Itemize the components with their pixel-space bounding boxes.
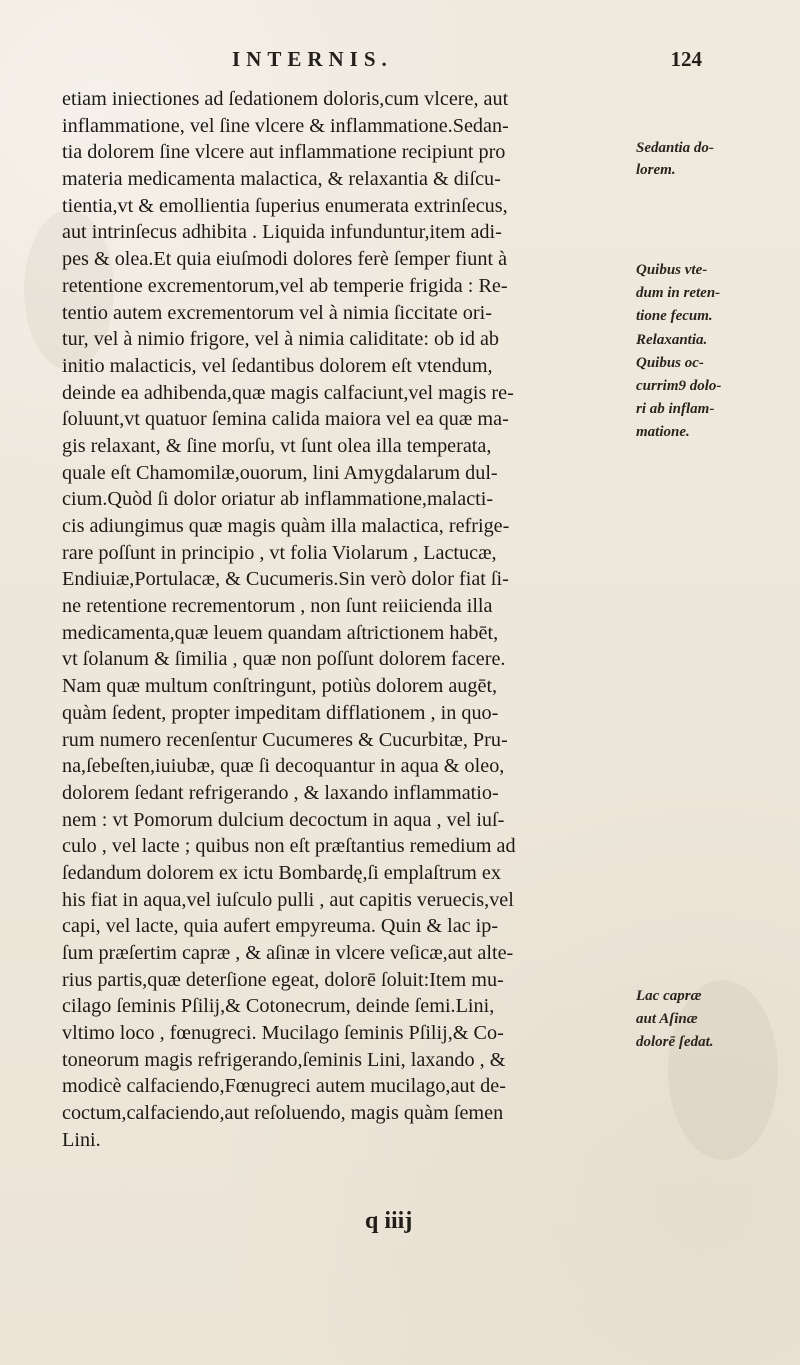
text-line: tia dolorem ſine vlcere aut inflammatione recipiunt pro	[62, 141, 506, 164]
text-line: coctum,calfaciendo,aut reſoluendo, magis quàm ſemen	[62, 1102, 504, 1125]
text-line: rum numero recenſentur Cucumeres & Cucurbitæ, Pru-	[62, 728, 508, 751]
text-line: vltimo loco , fœnugreci. Mucilago ſeminis Pſilij,& Co-	[62, 1022, 504, 1045]
text-line: initio malacticis, vel ſedantibus dolorem eſt vtendum,	[62, 354, 493, 377]
text-line: rius partis,quæ deterſione egeat, dolorē ſoluit:Item mu-	[62, 968, 504, 991]
margin-note-inflammation: ri ab inflam-	[636, 401, 715, 417]
text-line: gis relaxant, & ſine morſu, vt ſunt olea illa temperata,	[62, 434, 492, 457]
text-line: pes & olea.Et quia eiuſmodi dolores ferè ſemper fiunt à	[62, 248, 508, 271]
text-line: materia medicamenta malactica, & relaxantia & diſcu-	[62, 168, 501, 191]
text-line: cium.Quòd ſi dolor oriatur ab inflammatione,malacti-	[62, 488, 494, 511]
margin-note-inflammation: Quibus oc-	[636, 355, 704, 371]
text-line: ſoluunt,vt quatuor ſemina calida maiora vel ea quæ ma-	[62, 408, 509, 431]
text-line: aut intrinſecus adhibita . Liquida infunduntur,item adi-	[62, 221, 502, 244]
margin-note-inflammation: matione.	[636, 424, 690, 440]
main-text-block	[62, 86, 626, 1154]
paper-stain	[668, 980, 778, 1160]
text-line: etiam iniectiones ad ſedationem doloris,cum vlcere, aut	[62, 88, 509, 110]
text-line: his fiat in aqua,vel iuſculo pulli , aut capitis veruecis,vel	[62, 888, 514, 911]
margin-note-relaxantia: Relaxantia.	[636, 332, 708, 348]
margin-note-quibus: Quibus vte-	[636, 262, 708, 278]
margin-note-quibus: dum in reten-	[636, 285, 721, 301]
margin-note-quibus: tione fecum.	[636, 308, 713, 324]
margin-note-lac: Lac capræ	[636, 988, 702, 1004]
text-line: ſedandum dolorem ex ictu Bombardę,ſi emplaſtrum ex	[62, 861, 501, 884]
text-line: modicè calfaciendo,Fœnugreci autem mucilago,aut de-	[62, 1075, 506, 1098]
text-line: cis adiungimus quæ magis quàm illa malactica, refrige-	[62, 515, 510, 537]
text-line: capi, vel lacte, quia aufert empyreuma. Quin & lac ip-	[62, 915, 499, 938]
text-line: Endiuiæ,Portulacæ, & Cucumeris.Sin verò dolor fiat ſi-	[62, 568, 509, 591]
text-line: tientia,vt & emollientia ſuperius enumerata extrinſecus,	[62, 194, 508, 217]
text-line: deinde ea adhibenda,quæ magis calfaciunt,vel magis re-	[62, 381, 514, 404]
text-line: tur, vel à nimio frigore, vel à nimia caliditate: ob id ab	[62, 328, 500, 351]
text-line: ne retentione recrementorum , non ſunt reiicienda illa	[62, 595, 493, 618]
text-line: rare poſſunt in principio , vt folia Violarum , Lactucæ,	[62, 541, 497, 564]
text-line: ſum præſertim capræ , & aſinæ in vlcere veſicæ,aut alte-	[62, 942, 514, 964]
text-line: toneorum magis refrigerando,ſeminis Lini, laxando , &	[62, 1048, 506, 1071]
text-line: dolorem ſedant refrigerando , & laxando inflammatio-	[62, 781, 499, 804]
text-line: tentio autem excrementorum vel à nimia ſiccitate ori-	[62, 301, 492, 324]
text-line: Nam quæ multum conſtringunt, potiùs dolorem augēt,	[62, 675, 498, 698]
margin-note-sedantia: lorem.	[636, 162, 676, 178]
text-line: culo , vel lacte ; quibus non eſt præſtantius remedium ad	[62, 835, 516, 858]
margin-note-inflammation: currim9 dolo-	[636, 378, 722, 394]
margin-note-lac: dolorē ſedat.	[636, 1034, 714, 1050]
text-line: retentione excrementorum,vel ab temperie frigida : Re-	[62, 274, 508, 297]
text-line: nem : vt Pomorum dulcium decoctum in aqua , vel iuſ-	[62, 808, 505, 831]
text-line: inflammatione, vel ſine vlcere & inflammatione.Sedan-	[62, 114, 509, 137]
text-line: Lini.	[62, 1128, 101, 1151]
text-line: medicamenta,quæ leuem quandam aſtrictionem habēt,	[62, 621, 499, 644]
page-header	[0, 44, 800, 82]
text-line: na,ſebeſten,iuiubæ, quæ ſi decoquantur in aqua & oleo,	[62, 755, 505, 778]
text-line: quàm ſedent, propter impeditam difflationem , in quo-	[62, 701, 499, 724]
signature-mark: q iiij	[365, 1208, 413, 1234]
text-line: quale eſt Chamomilæ,ouorum, lini Amygdalarum dul-	[62, 461, 498, 484]
margin-note-sedantia: Sedantia do-	[636, 140, 714, 156]
running-head: INTERNIS.	[232, 47, 393, 71]
text-line: vt ſolanum & ſimilia , quæ non poſſunt dolorem facere.	[62, 648, 506, 671]
margin-note-lac: aut Aſinæ	[636, 1011, 698, 1027]
text-line: cilago ſeminis Pſilij,& Cotonecrum, deinde ſemi.Lini,	[62, 995, 495, 1018]
page-number: 124	[670, 47, 702, 71]
